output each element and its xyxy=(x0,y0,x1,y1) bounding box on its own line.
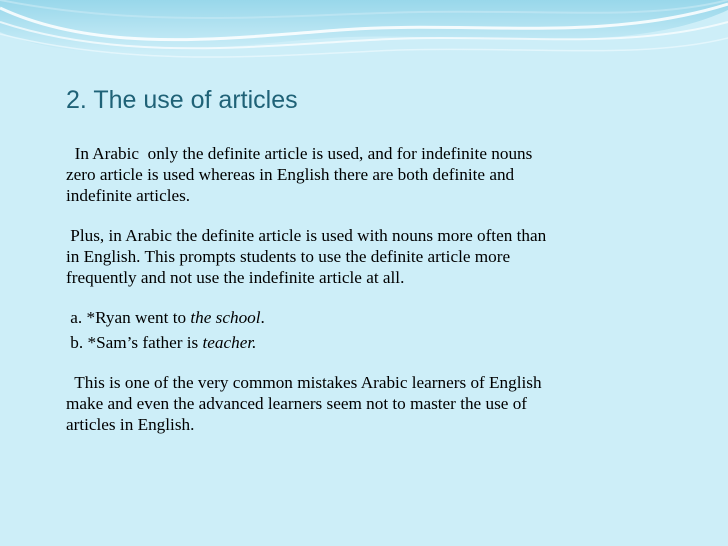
paragraph-2 xyxy=(66,225,666,288)
decorative-waves xyxy=(0,0,728,80)
example-a xyxy=(66,305,666,330)
paragraph-line: indefinite articles. xyxy=(66,186,191,205)
slide-title: 2. The use of articles xyxy=(66,86,298,114)
paragraph-line: frequently and not use the indefinite article at all. xyxy=(66,268,405,287)
example-prefix: a. *Ryan went to xyxy=(66,308,191,327)
slide-body xyxy=(66,143,666,435)
paragraph-line: in English. This prompts students to use the definite article more xyxy=(66,247,511,266)
paragraph-line: articles in English. xyxy=(66,415,195,434)
paragraph-line: zero article is used whereas in English there are both definite and xyxy=(66,165,515,184)
paragraph-line: make and even the advanced learners seem not to master the use of xyxy=(66,394,528,413)
paragraph-line: This is one of the very common mistakes Arabic learners of English xyxy=(66,373,542,392)
examples xyxy=(66,305,666,355)
paragraph-1 xyxy=(66,143,666,206)
example-prefix: b. *Sam’s father is xyxy=(66,333,203,352)
spacer xyxy=(66,355,666,372)
paragraph-line: Plus, in Arabic the definite article is used with nouns more often than xyxy=(66,226,547,245)
example-suffix: . xyxy=(260,308,265,327)
example-b xyxy=(66,330,666,355)
example-emphasis: the school xyxy=(190,308,261,327)
paragraph-3 xyxy=(66,372,666,435)
spacer xyxy=(66,206,666,225)
example-emphasis: teacher. xyxy=(202,333,257,352)
spacer xyxy=(66,288,666,305)
paragraph-line: In Arabic only the definite article is used, and for indefinite nouns xyxy=(66,144,533,163)
